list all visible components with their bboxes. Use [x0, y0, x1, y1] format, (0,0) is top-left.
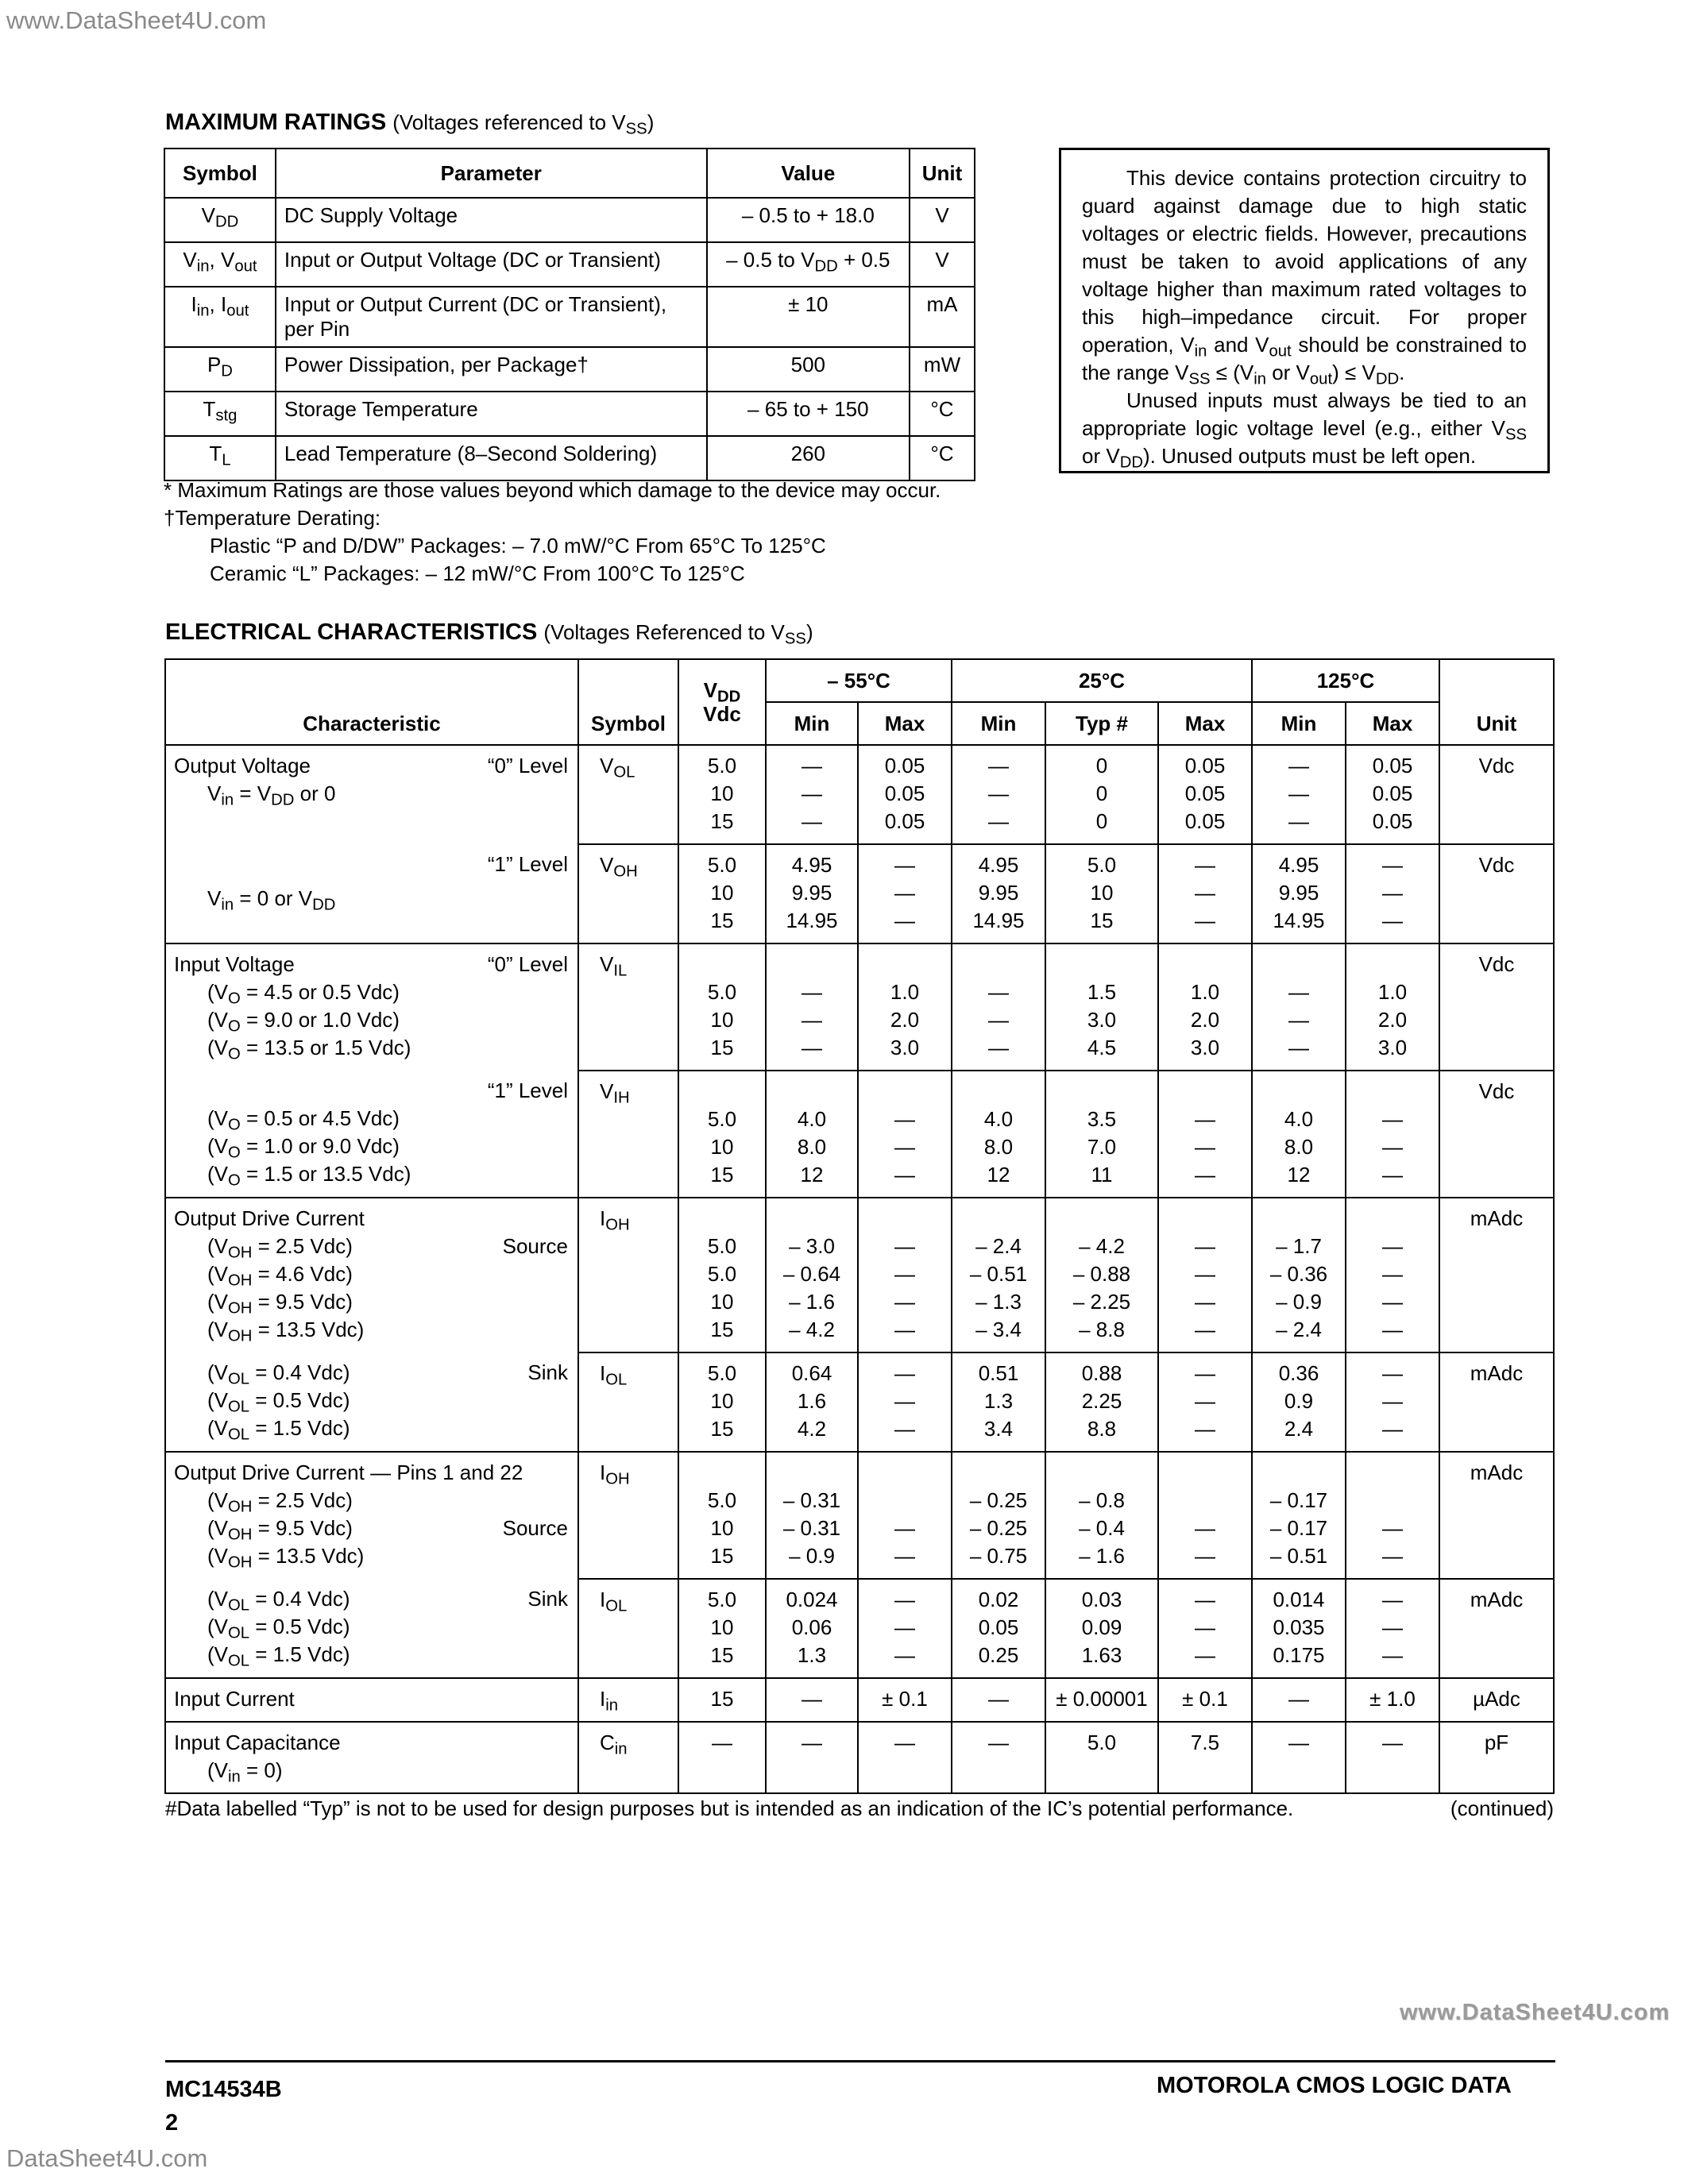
footer-divider: [165, 2060, 1555, 2062]
t125-min-cell: 4.0 8.0 12: [1252, 1071, 1346, 1198]
t25-max-cell: — —: [1158, 1452, 1252, 1579]
col-header-symbol: Symbol: [578, 659, 678, 745]
header-row-1: [165, 659, 1554, 702]
t125-min-cell: — — —: [1252, 943, 1346, 1071]
t125-max-cell: 1.0 2.0 3.0: [1346, 943, 1439, 1071]
table-row: [164, 287, 975, 347]
table-row-input-current: [165, 1678, 1554, 1722]
unit-cell: mW: [910, 347, 975, 392]
footer-part-number: MC14534B: [165, 2077, 282, 2102]
continued-label: (continued): [1450, 1796, 1554, 1820]
max-ratings-notes: [164, 477, 941, 588]
table-row-pins-drive-sink: [165, 1579, 1554, 1678]
unit-cell: mAdc: [1439, 1579, 1554, 1678]
vdd-cell: 5.0 10 15: [678, 844, 766, 943]
col-header-characteristic: Characteristic: [165, 659, 578, 745]
unit-cell: V: [910, 198, 975, 242]
t25-min-cell: – 0.25 – 0.25 – 0.75: [952, 1452, 1045, 1579]
characteristic-cell: Output Voltage “0” Level $V_{in} = V_{DD}$ or 0: [165, 745, 578, 844]
characteristic-cell: Output Drive Current — Pins 1 and 22 ($V_{OH} = 2.5$ Vdc) ($V_{OH} = 9.5$ Vdc) Source ($V_{OH} = 13.5$ Vdc): [165, 1452, 578, 1579]
table-row-input-voltage-0: [165, 943, 1554, 1071]
m55-min-cell: —: [766, 1678, 858, 1722]
col-header-min: Min: [1252, 702, 1346, 745]
unit-cell: Vdc: [1439, 844, 1554, 943]
t125-max-cell: — — —: [1346, 1071, 1439, 1198]
m55-max-cell: — — —: [858, 1071, 952, 1198]
m55-max-cell: 0.05 0.05 0.05: [858, 745, 952, 844]
table-row-pins-drive-source: [165, 1452, 1554, 1579]
table-row-output-drive-source: [165, 1198, 1554, 1352]
characteristic-cell: “1” Level ($V_O = 0.5$ or 4.5 Vdc) ($V_O = 1.0$ or 9.0 Vdc) ($V_O = 1.5$ or 13.5 Vdc): [165, 1071, 578, 1198]
col-header-min: Min: [766, 702, 858, 745]
table-row-output-voltage-1: [165, 844, 1554, 943]
table-row-output-drive-sink: [165, 1352, 1554, 1452]
m55-min-cell: — — —: [766, 943, 858, 1071]
parameter-cell: Input or Output Current (DC or Transient), per Pin: [276, 287, 707, 347]
col-header-vdd: $V_{DD}$ Vdc: [678, 659, 766, 745]
col-header-value: Value: [707, 149, 910, 198]
t125-min-cell: – 0.17 – 0.17 – 0.51: [1252, 1452, 1346, 1579]
watermark-bottom[interactable]: DataSheet4U.com: [6, 2144, 208, 2172]
watermark-top[interactable]: www.DataSheet4U.com: [6, 6, 267, 34]
t25-min-cell: 0.02 0.05 0.25: [952, 1579, 1045, 1678]
t25-typ-cell: 0 0 0: [1045, 745, 1158, 844]
t25-typ-cell: 1.5 3.0 4.5: [1045, 943, 1158, 1071]
max-ratings-ref: (Voltages referenced to $V_{SS}$): [392, 110, 655, 138]
t125-max-cell: ± 1.0: [1346, 1678, 1439, 1722]
symbol-cell: $I_{in}$: [578, 1678, 678, 1722]
m55-max-cell: — — —: [858, 1352, 952, 1452]
derating-heading: †Temperature Derating:: [164, 506, 381, 530]
t25-min-cell: — — —: [952, 943, 1045, 1071]
vdd-cell: —: [678, 1722, 766, 1793]
elec-char-footnote: [165, 1796, 1554, 1821]
vdd-cell: 5.0 5.0 10 15: [678, 1198, 766, 1352]
t25-max-cell: — — —: [1158, 844, 1252, 943]
t25-min-cell: —: [952, 1678, 1045, 1722]
m55-min-cell: – 0.31 – 0.31 – 0.9: [766, 1452, 858, 1579]
value-cell: 260: [707, 436, 910, 480]
m55-min-cell: —: [766, 1722, 858, 1793]
m55-min-cell: 0.64 1.6 4.2: [766, 1352, 858, 1452]
t125-min-cell: —: [1252, 1722, 1346, 1793]
max-ratings-header-row: [164, 149, 975, 198]
symbol-cell: $T_L$: [164, 436, 276, 480]
parameter-cell: Input or Output Voltage (DC or Transient): [276, 242, 707, 287]
m55-min-cell: 4.95 9.95 14.95: [766, 844, 858, 943]
table-row: [164, 242, 975, 287]
max-ratings-table: [164, 148, 975, 481]
elec-char-table: [164, 658, 1555, 1794]
max-ratings-footnote: * Maximum Ratings are those values beyond which damage to the device may occur.: [164, 478, 941, 502]
unit-cell: mAdc: [1439, 1452, 1554, 1579]
col-header-min: Min: [952, 702, 1045, 745]
t25-typ-cell: 3.5 7.0 11: [1045, 1071, 1158, 1198]
symbol-cell: $V_{OL}$: [578, 745, 678, 844]
m55-max-cell: — —: [858, 1452, 952, 1579]
t125-min-cell: — — —: [1252, 745, 1346, 844]
col-header-minus55: – 55°C: [766, 659, 952, 702]
symbol-cell: $V_{IH}$: [578, 1071, 678, 1198]
t25-max-cell: — — —: [1158, 1352, 1252, 1452]
characteristic-cell: Input Voltage “0” Level ($V_O = 4.5$ or 0.5 Vdc) ($V_O = 9.0$ or 1.0 Vdc) ($V_O = 13.5$ or 1.5 Vdc): [165, 943, 578, 1071]
symbol-cell: $C_{in}$: [578, 1722, 678, 1793]
characteristic-cell: Input Capacitance $(V_{in} = 0)$: [165, 1722, 578, 1793]
m55-max-cell: 1.0 2.0 3.0: [858, 943, 952, 1071]
vdd-cell: 5.0 10 15: [678, 1579, 766, 1678]
t125-max-cell: — —: [1346, 1452, 1439, 1579]
m55-max-cell: ± 0.1: [858, 1678, 952, 1722]
value-cell: 500: [707, 347, 910, 392]
value-cell: – 0.5 to + 18.0: [707, 198, 910, 242]
t25-max-cell: ± 0.1: [1158, 1678, 1252, 1722]
table-row: [164, 198, 975, 242]
value-cell: – 0.5 to $V_{DD} + 0.5$: [707, 242, 910, 287]
m55-max-cell: —: [858, 1722, 952, 1793]
col-header-unit: Unit: [910, 149, 975, 198]
typ-footnote: #Data labelled “Typ” is not to be used for design purposes but is intended as an indication of the IC’s potential performance.: [165, 1796, 1294, 1820]
symbol-cell: $I_{OH}$: [578, 1452, 678, 1579]
t125-min-cell: 0.36 0.9 2.4: [1252, 1352, 1346, 1452]
derating-ceramic: Ceramic “L” Packages: – 12 mW/°C From 100°C To 125°C: [210, 561, 745, 585]
table-row: [164, 392, 975, 436]
t25-min-cell: — — —: [952, 745, 1045, 844]
t25-max-cell: 7.5: [1158, 1722, 1252, 1793]
table-row-input-capacitance: [165, 1722, 1554, 1793]
vdd-cell: 15: [678, 1678, 766, 1722]
m55-max-cell: — — —: [858, 844, 952, 943]
t125-min-cell: —: [1252, 1678, 1346, 1722]
t25-max-cell: — — —: [1158, 1071, 1252, 1198]
t25-typ-cell: – 0.8 – 0.4 – 1.6: [1045, 1452, 1158, 1579]
t25-typ-cell: 5.0: [1045, 1722, 1158, 1793]
t25-typ-cell: – 4.2 – 0.88 – 2.25 – 8.8: [1045, 1198, 1158, 1352]
characteristic-cell: ($V_{OL} = 0.4$ Vdc) Sink ($V_{OL} = 0.5$ Vdc) ($V_{OL} = 1.5$ Vdc): [165, 1352, 578, 1452]
vdd-cell: 5.0 10 15: [678, 943, 766, 1071]
vdd-cell: 5.0 10 15: [678, 1352, 766, 1452]
symbol-cell: $V_{IL}$: [578, 943, 678, 1071]
col-header-unit: Unit: [1439, 659, 1554, 745]
parameter-cell: DC Supply Voltage: [276, 198, 707, 242]
characteristic-cell: Input Current: [165, 1678, 578, 1722]
parameter-cell: Power Dissipation, per Package†: [276, 347, 707, 392]
unit-cell: mA: [910, 287, 975, 347]
m55-min-cell: – 3.0 – 0.64 – 1.6 – 4.2: [766, 1198, 858, 1352]
symbol-cell: $I_{OL}$: [578, 1579, 678, 1678]
t25-max-cell: — — — —: [1158, 1198, 1252, 1352]
t125-max-cell: —: [1346, 1722, 1439, 1793]
parameter-cell: Lead Temperature (8–Second Soldering): [276, 436, 707, 480]
unit-cell: µAdc: [1439, 1678, 1554, 1722]
symbol-cell: $T_{stg}$: [164, 392, 276, 436]
col-header-max: Max: [1158, 702, 1252, 745]
col-header-parameter: Parameter: [276, 149, 707, 198]
t25-max-cell: 0.05 0.05 0.05: [1158, 745, 1252, 844]
unit-cell: Vdc: [1439, 745, 1554, 844]
watermark-right: www.DataSheet4U.com: [1400, 2000, 1671, 2025]
m55-min-cell: 4.0 8.0 12: [766, 1071, 858, 1198]
t25-min-cell: – 2.4 – 0.51 – 1.3 – 3.4: [952, 1198, 1045, 1352]
unit-cell: °C: [910, 392, 975, 436]
m55-max-cell: — — —: [858, 1579, 952, 1678]
value-cell: ± 10: [707, 287, 910, 347]
t25-typ-cell: ± 0.00001: [1045, 1678, 1158, 1722]
value-cell: – 65 to + 150: [707, 392, 910, 436]
table-row: [164, 436, 975, 480]
footer-brand: MOTOROLA CMOS LOGIC DATA: [1157, 2073, 1512, 2098]
characteristic-cell: Output Drive Current ($V_{OH} = 2.5$ Vdc) Source ($V_{OH} = 4.6$ Vdc) ($V_{OH} = 9.5$ Vdc) ($V_{OH} = 13.5$ Vdc): [165, 1198, 578, 1352]
col-header-25: 25°C: [952, 659, 1252, 702]
characteristic-cell: “1” Level $V_{in} = 0$ or $V_{DD}$: [165, 844, 578, 943]
t125-min-cell: – 1.7 – 0.36 – 0.9 – 2.4: [1252, 1198, 1346, 1352]
t125-max-cell: 0.05 0.05 0.05: [1346, 745, 1439, 844]
t25-typ-cell: 0.88 2.25 8.8: [1045, 1352, 1158, 1452]
unit-cell: pF: [1439, 1722, 1554, 1793]
t25-min-cell: 0.51 1.3 3.4: [952, 1352, 1045, 1452]
unit-cell: Vdc: [1439, 943, 1554, 1071]
t25-max-cell: — — —: [1158, 1579, 1252, 1678]
parameter-cell: Storage Temperature: [276, 392, 707, 436]
col-header-125: 125°C: [1252, 659, 1439, 702]
vdd-cell: 5.0 10 15: [678, 1452, 766, 1579]
footer-page-number: 2: [165, 2110, 179, 2136]
t25-typ-cell: 0.03 0.09 1.63: [1045, 1579, 1158, 1678]
max-ratings-title: [165, 110, 654, 136]
t125-max-cell: — — —: [1346, 844, 1439, 943]
t125-max-cell: — — —: [1346, 1352, 1439, 1452]
col-header-symbol: Symbol: [164, 149, 276, 198]
table-row-output-voltage-0: [165, 745, 1554, 844]
col-header-max: Max: [858, 702, 952, 745]
symbol-cell: $V_{DD}$: [164, 198, 276, 242]
unit-cell: °C: [910, 436, 975, 480]
symbol-cell: $P_D$: [164, 347, 276, 392]
m55-min-cell: — — —: [766, 745, 858, 844]
m55-max-cell: — — — —: [858, 1198, 952, 1352]
t25-min-cell: —: [952, 1722, 1045, 1793]
protection-note-box: [1059, 148, 1550, 473]
unit-cell: Vdc: [1439, 1071, 1554, 1198]
t25-typ-cell: 5.0 10 15: [1045, 844, 1158, 943]
t125-max-cell: — — — —: [1346, 1198, 1439, 1352]
unit-cell: V: [910, 242, 975, 287]
table-row-input-voltage-1: [165, 1071, 1554, 1198]
t25-min-cell: 4.0 8.0 12: [952, 1071, 1045, 1198]
footer-left: [165, 2073, 282, 2140]
t125-min-cell: 4.95 9.95 14.95: [1252, 844, 1346, 943]
t25-max-cell: 1.0 2.0 3.0: [1158, 943, 1252, 1071]
unit-cell: mAdc: [1439, 1198, 1554, 1352]
t125-max-cell: — — —: [1346, 1579, 1439, 1678]
symbol-cell: $V_{OH}$: [578, 844, 678, 943]
symbol-cell: $I_{in}$, $I_{out}$: [164, 287, 276, 347]
col-header-typ: Typ #: [1045, 702, 1158, 745]
symbol-cell: $V_{in}$, $V_{out}$: [164, 242, 276, 287]
derating-plastic: Plastic “P and D/DW” Packages: – 7.0 mW/°C From 65°C To 125°C: [210, 534, 826, 558]
m55-min-cell: 0.024 0.06 1.3: [766, 1579, 858, 1678]
symbol-cell: $I_{OL}$: [578, 1352, 678, 1452]
table-row: [164, 347, 975, 392]
protection-paragraph-2: Unused inputs must always be tied to an appropriate logic voltage level (e.g., either $V_{SS}$ or $V_{DD}$). Unused outputs must be left open.: [1082, 388, 1527, 472]
symbol-cell: $I_{OH}$: [578, 1198, 678, 1352]
t25-min-cell: 4.95 9.95 14.95: [952, 844, 1045, 943]
elec-char-ref: (Voltages Referenced to $V_{SS}$): [543, 620, 813, 648]
max-ratings-heading: MAXIMUM RATINGS: [165, 110, 387, 135]
vdd-cell: 5.0 10 15: [678, 745, 766, 844]
t125-min-cell: 0.014 0.035 0.175: [1252, 1579, 1346, 1678]
vdd-cell: 5.0 10 15: [678, 1071, 766, 1198]
unit-cell: mAdc: [1439, 1352, 1554, 1452]
col-header-max: Max: [1346, 702, 1439, 745]
elec-char-heading: ELECTRICAL CHARACTERISTICS: [165, 619, 538, 645]
protection-paragraph-1: This device contains protection circuitry to guard against damage due to high static voltages or electric fields. However, precautions must be taken to avoid applications of any voltage higher than maximum rated voltages to this high–impedance circuit. For proper operation, $V_{in}$ and $V_{out}$ should be constrained to the range $V_{SS} \le (V_{in}$ or $V_{out}) \le V_{DD}$.: [1082, 166, 1527, 388]
elec-char-title: [165, 619, 813, 646]
characteristic-cell: ($V_{OL} = 0.4$ Vdc) Sink ($V_{OL} = 0.5$ Vdc) ($V_{OL} = 1.5$ Vdc): [165, 1579, 578, 1678]
